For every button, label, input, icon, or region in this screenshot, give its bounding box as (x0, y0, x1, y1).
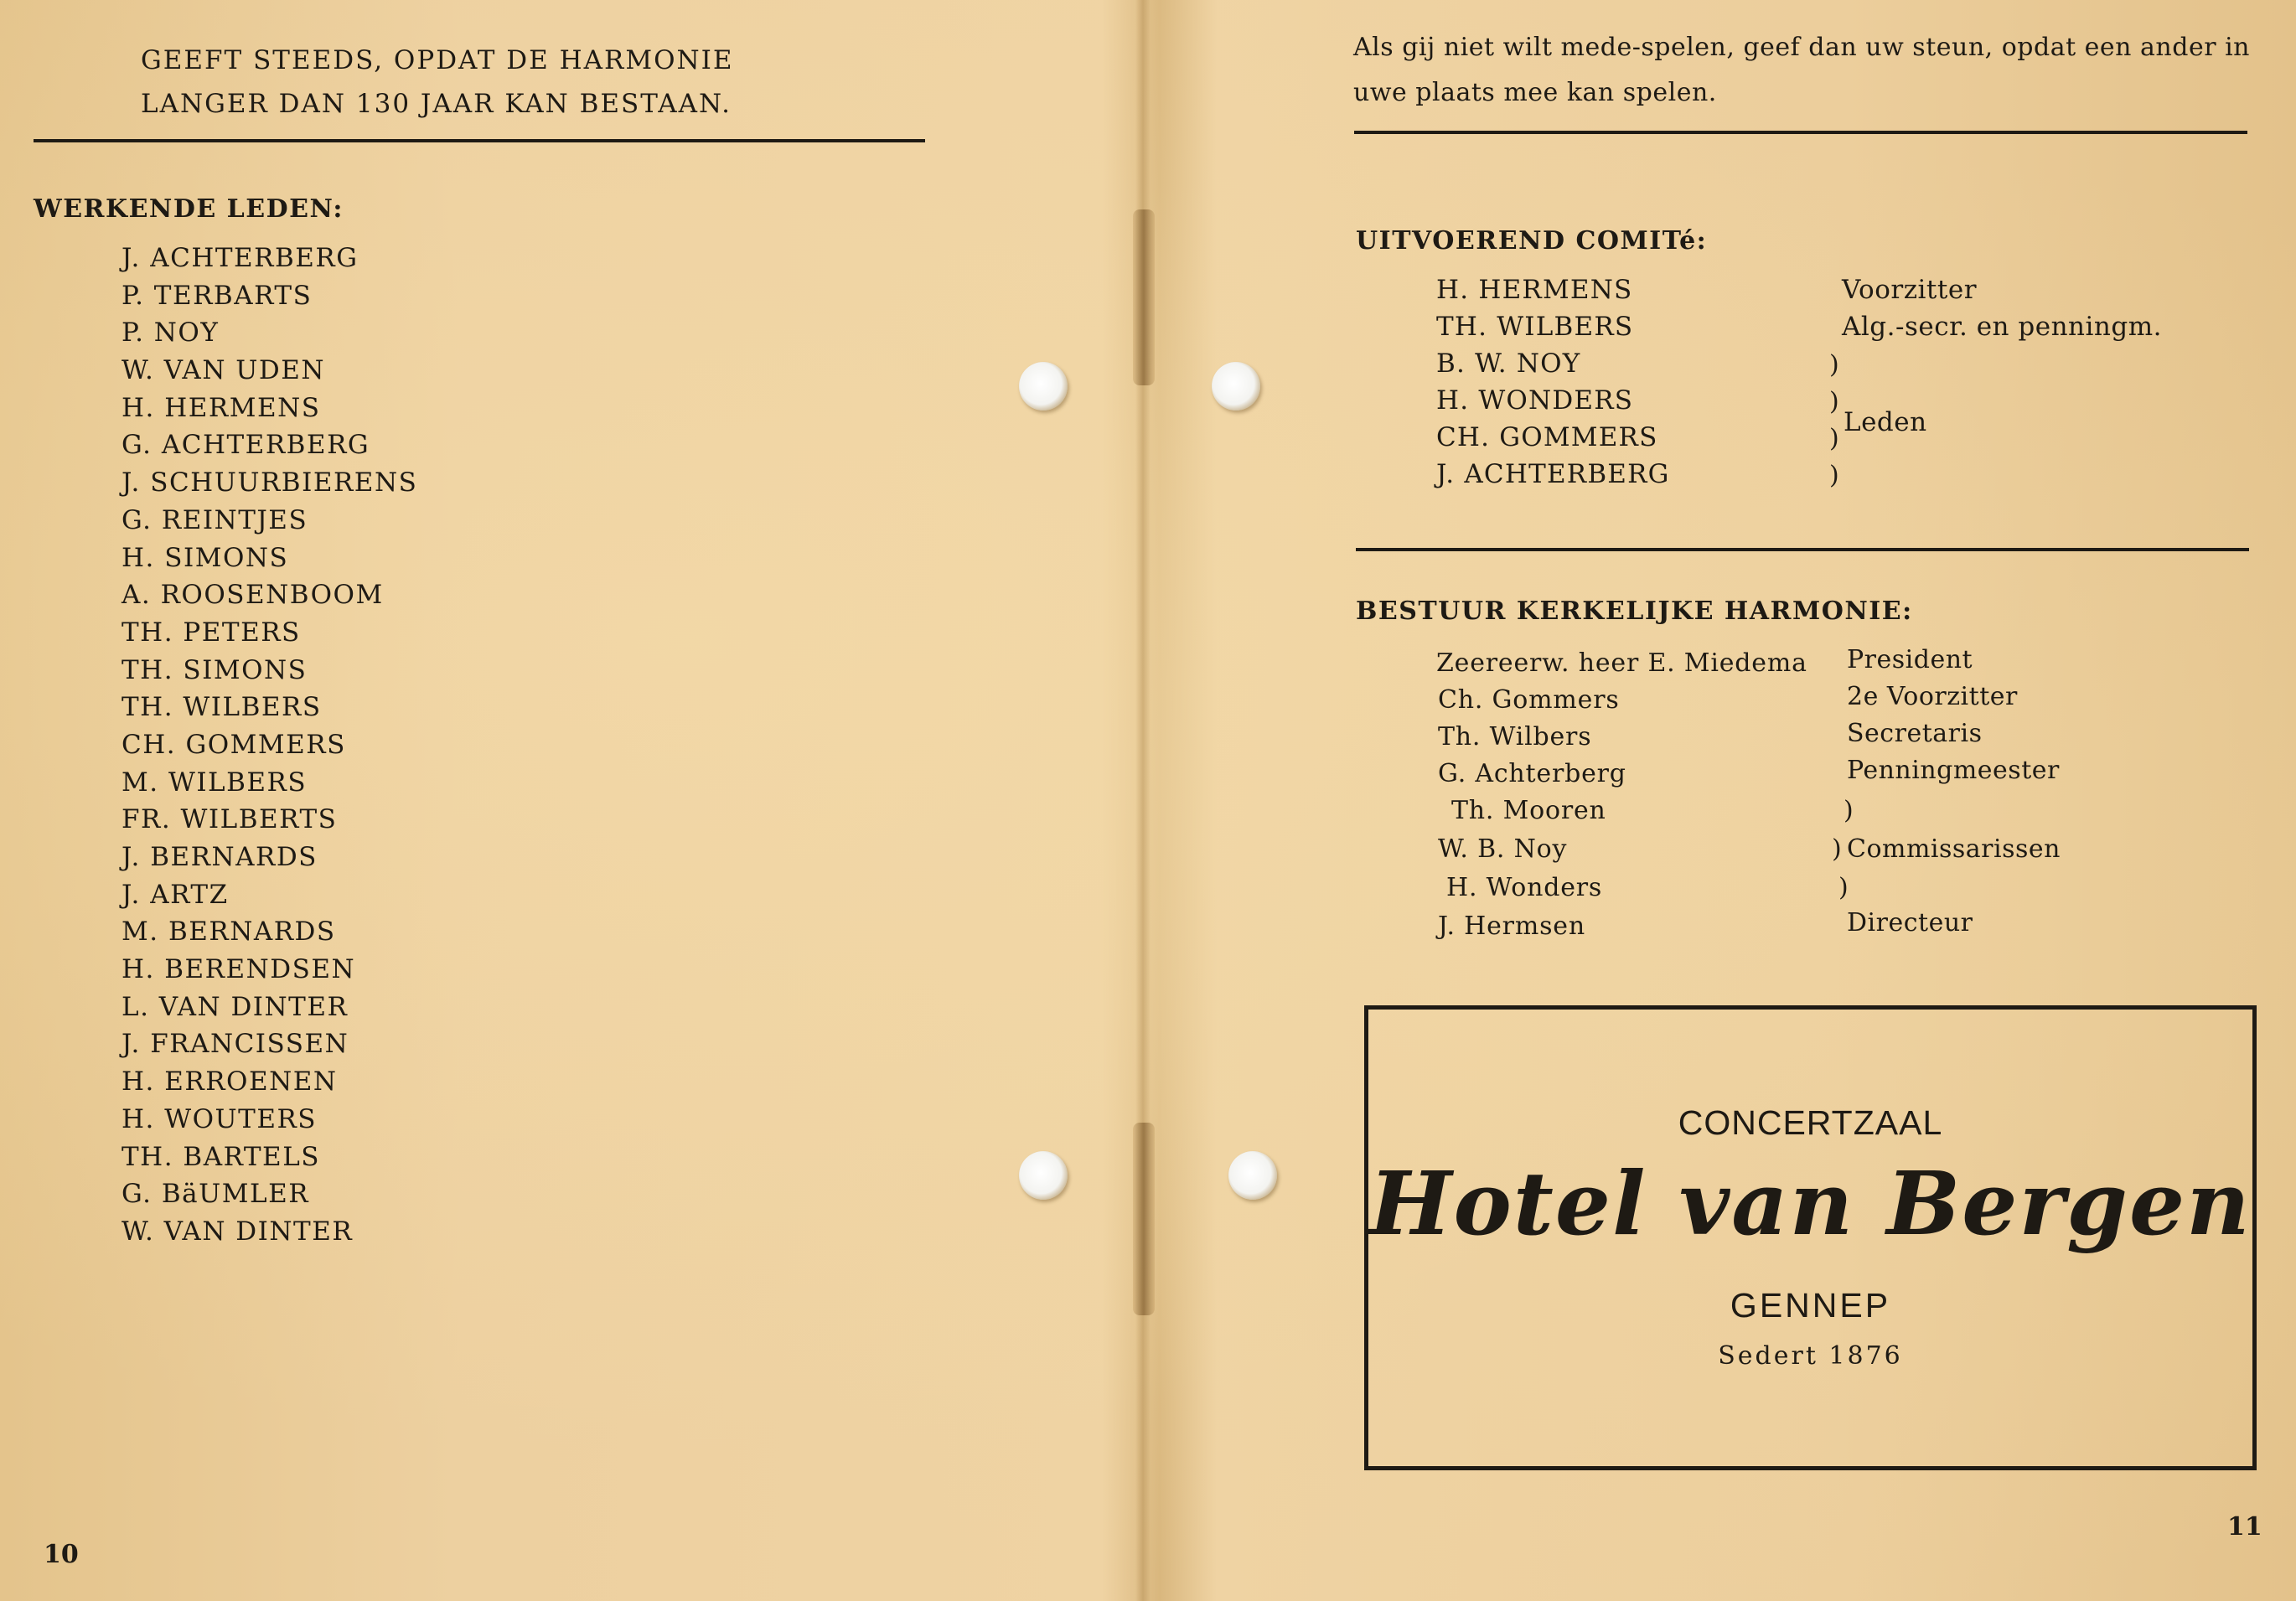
member-item: W. VAN UDEN (122, 355, 326, 386)
member-item: J. FRANCISSEN (122, 1029, 349, 1060)
member-item: J. ARTZ (122, 879, 229, 910)
bracket-mark: ) (1829, 350, 1839, 380)
ad-hotel-name: Hotel van Bergen (1369, 1152, 2252, 1255)
member-item: FR. WILBERTS (122, 804, 338, 835)
committee-name: J. ACHTERBERG (1436, 459, 1670, 489)
board-group-role: Commissarissen (1847, 834, 2061, 864)
committee-group-role: Leden (1844, 407, 1927, 437)
bracket-mark: ) (1829, 424, 1839, 453)
member-item: M. BERNARDS (122, 917, 336, 948)
board-role: 2e Voorzitter (1847, 682, 2018, 711)
hotel-advertisement (1364, 1005, 2257, 1470)
member-item: TH. WILBERS (122, 692, 322, 723)
committee-name: B. W. NOY (1436, 349, 1581, 379)
bracket-mark: ) (1829, 461, 1839, 490)
committee-name: H. HERMENS (1436, 275, 1633, 305)
right-header-rule (1354, 131, 2247, 134)
werkende-leden-title: WERKENDE LEDEN: (34, 194, 344, 224)
board-name: J. Hermsen (1438, 912, 1585, 941)
member-item: M. WILBERS (122, 767, 308, 798)
board-name: Th. Wilbers (1438, 722, 1592, 751)
page-number-right: 11 (2227, 1512, 2262, 1542)
member-item: A. ROOSENBOOM (122, 580, 384, 611)
bracket-mark: ) (1844, 796, 1854, 825)
committee-name: CH. GOMMERS (1436, 422, 1658, 452)
board-name: G. Achterberg (1438, 759, 1626, 788)
board-title: BESTUUR KERKELIJKE HARMONIE: (1356, 597, 1913, 626)
member-item: TH. PETERS (122, 617, 301, 648)
ad-since: Sedert 1876 (1718, 1341, 1903, 1371)
member-item: TH. SIMONS (122, 654, 308, 685)
left-header-line-2: LANGER DAN 130 JAAR KAN BESTAAN. (141, 89, 732, 119)
member-item: H. WOUTERS (122, 1103, 318, 1134)
board-name: Th. Mooren (1451, 796, 1606, 825)
member-item: G. ACHTERBERG (122, 430, 370, 461)
member-item: H. ERROENEN (122, 1066, 338, 1097)
member-item: H. HERMENS (122, 392, 321, 423)
committee-name: TH. WILBERS (1436, 312, 1634, 342)
member-item: H. SIMONS (122, 542, 289, 573)
member-item: P. TERBARTS (122, 280, 313, 311)
committee-name: H. WONDERS (1436, 385, 1634, 416)
board-name: W. B. Noy (1438, 834, 1568, 864)
committee-title: UITVOEREND COMITé: (1356, 226, 1708, 256)
board-name: Zeereerw. heer E. Miedema (1436, 648, 1807, 678)
member-item: W. VAN DINTER (122, 1216, 354, 1247)
bracket-mark: ) (1829, 387, 1839, 416)
page-number-left: 10 (44, 1540, 79, 1569)
board-role: Secretaris (1847, 719, 1983, 748)
member-item: J. ACHTERBERG (122, 243, 359, 273)
member-item: TH. BARTELS (122, 1141, 321, 1172)
ad-concertzaal: CONCERTZAAL (1678, 1103, 1943, 1142)
committee-role: Voorzitter (1842, 275, 1978, 305)
bracket-mark: ) (1838, 873, 1849, 902)
member-item: P. NOY (122, 318, 220, 349)
board-role: President (1847, 645, 1973, 674)
board-name: Ch. Gommers (1438, 685, 1620, 715)
board-role: Penningmeester (1847, 756, 2060, 785)
left-header-line-1: GEEFT STEEDS, OPDAT DE HARMONIE (141, 45, 734, 75)
member-item: H. BERENDSEN (122, 954, 356, 985)
member-item: G. BäUMLER (122, 1179, 310, 1210)
ad-city: GENNEP (1730, 1286, 1891, 1325)
member-item: J. SCHUURBIERENS (122, 467, 418, 498)
committee-role: Alg.-secr. en penningm. (1842, 312, 2162, 342)
member-item: G. REINTJES (122, 504, 308, 535)
member-item: L. VAN DINTER (122, 991, 349, 1022)
committee-rule (1356, 548, 2249, 551)
bracket-mark: ) (1832, 834, 1842, 864)
board-name: H. Wonders (1446, 873, 1603, 902)
member-item: CH. GOMMERS (122, 729, 346, 760)
right-header-text: Als gij niet wilt mede-spelen, geef dan uw steun, opdat een ander in uwe plaats mee kan spelen. (1353, 33, 2250, 107)
member-item: J. BERNARDS (122, 842, 318, 872)
board-role: Directeur (1847, 908, 1973, 937)
